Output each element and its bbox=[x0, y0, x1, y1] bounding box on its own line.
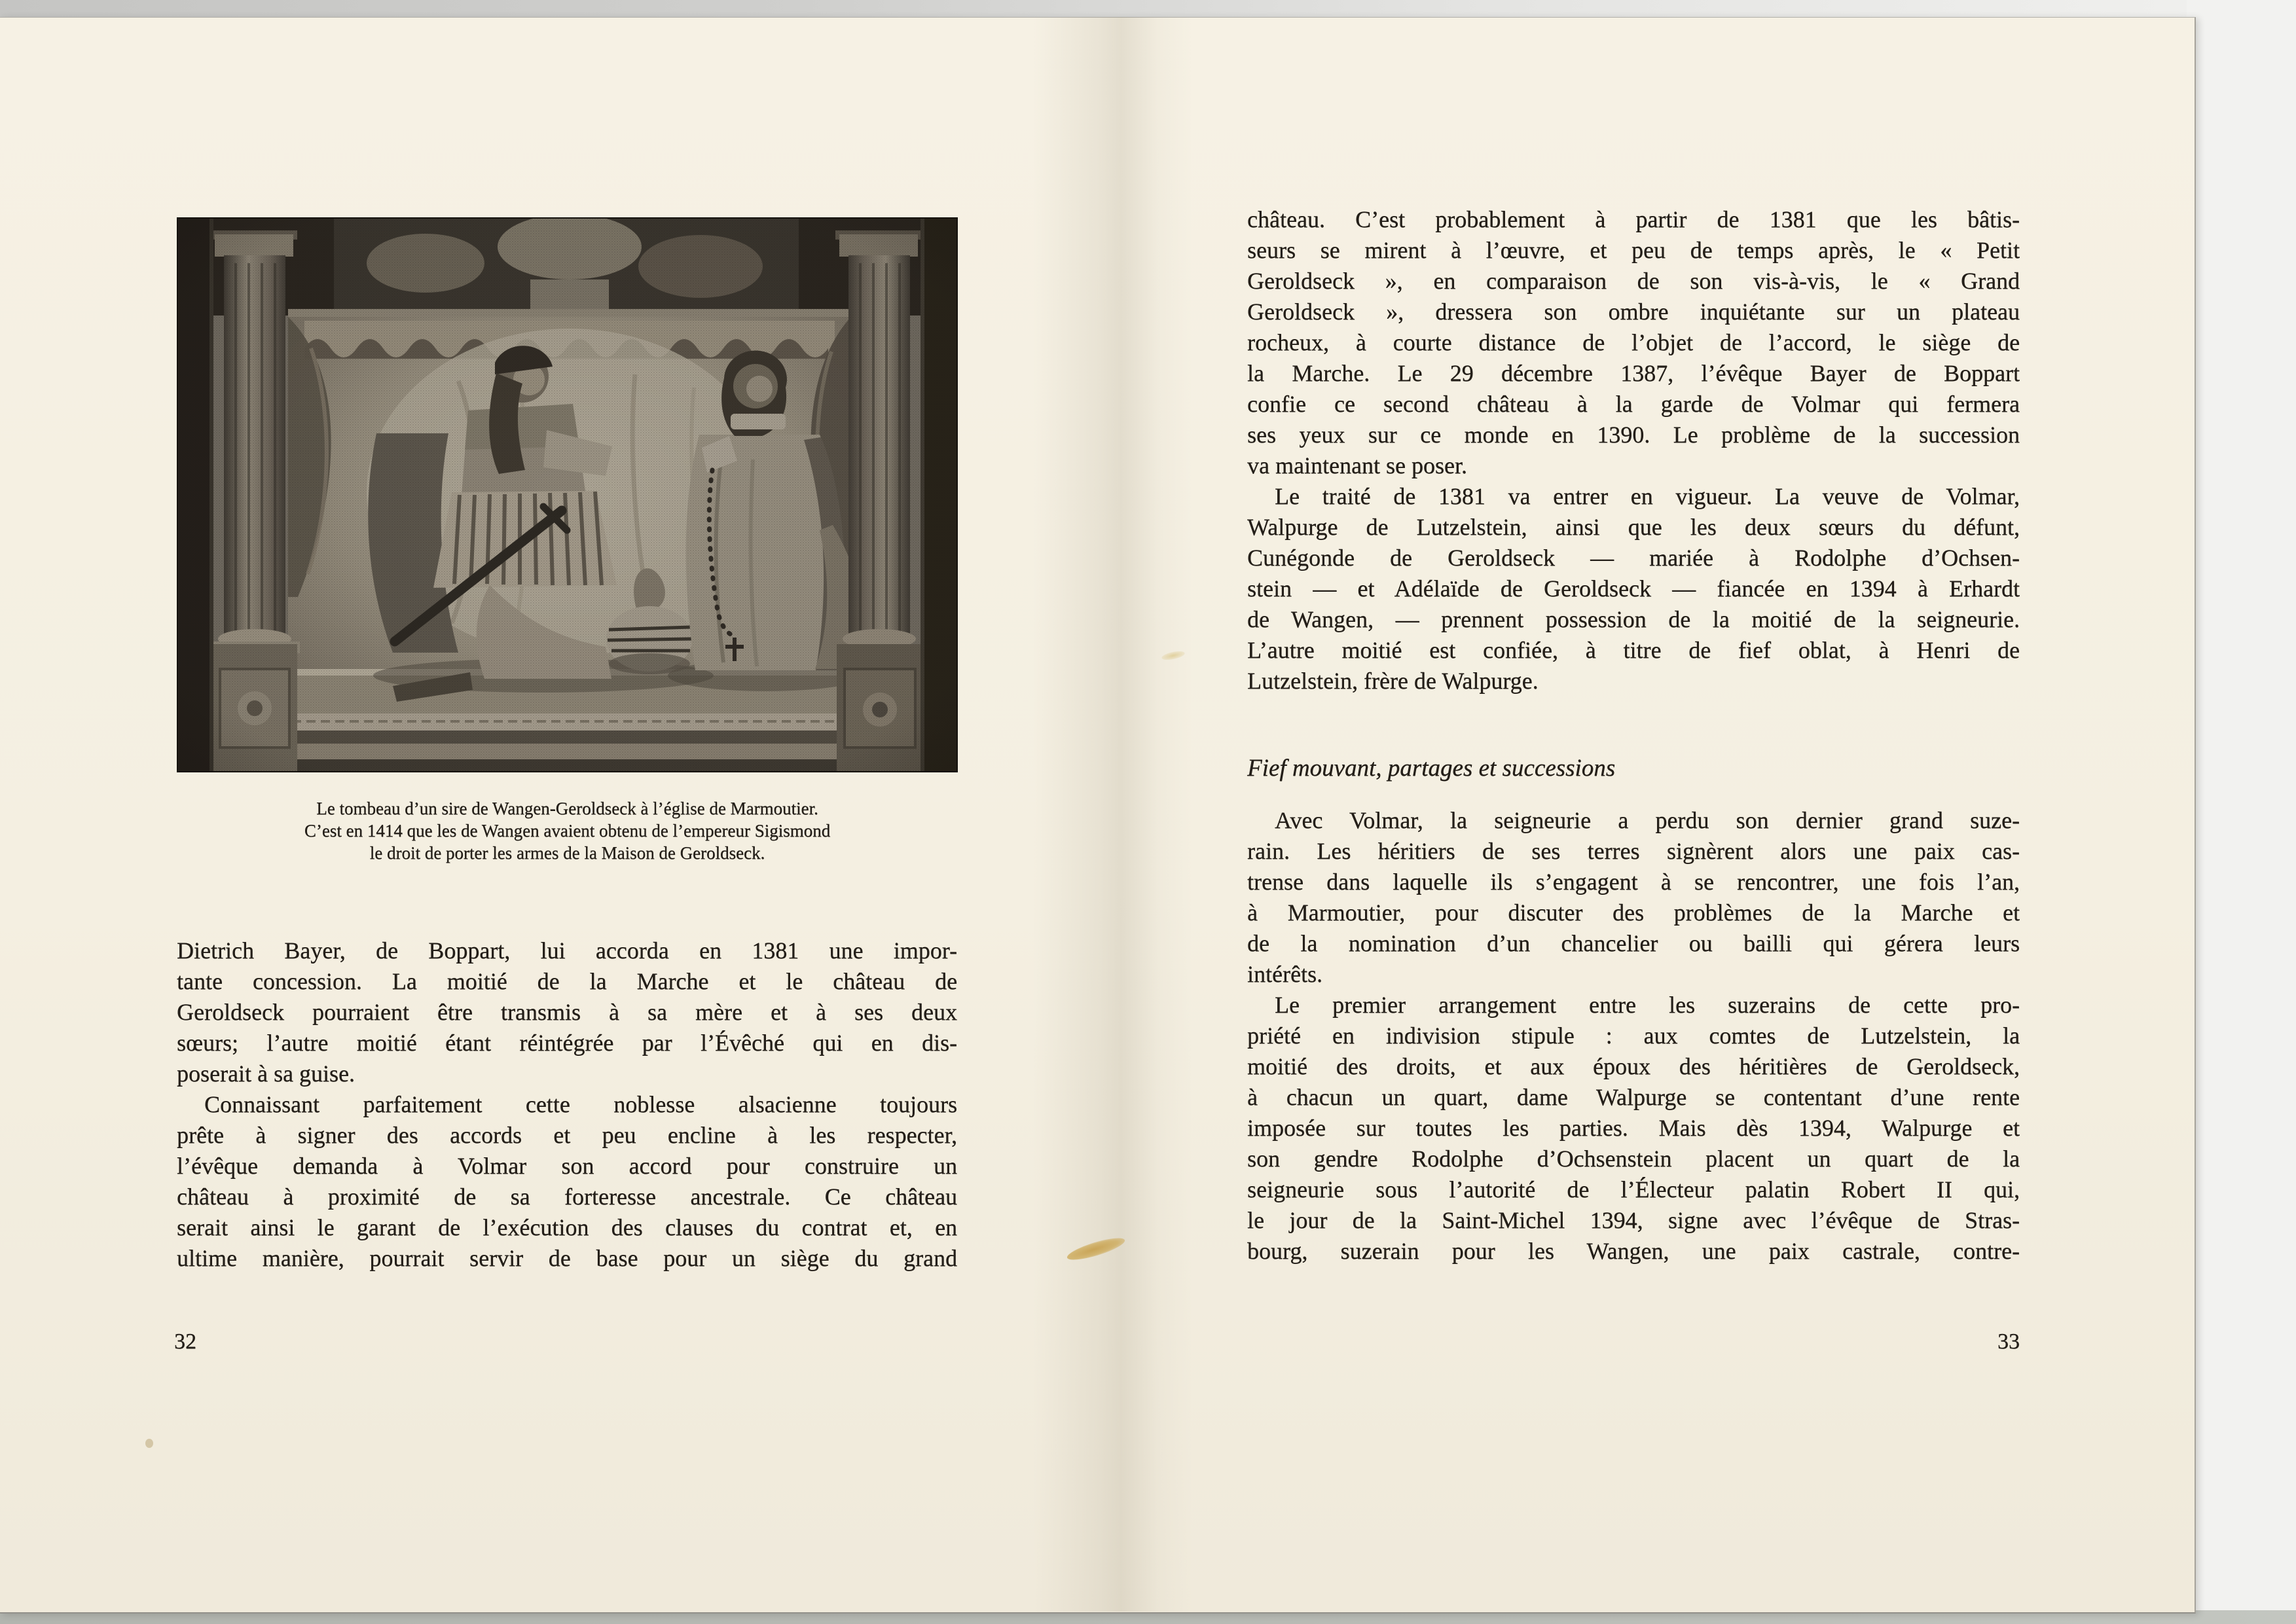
paragraph bbox=[1247, 481, 2020, 696]
text-line: château à proximité de sa forteresse ancestrale. Ce château bbox=[177, 1183, 957, 1210]
paragraph bbox=[177, 1089, 957, 1274]
caption-line: C’est en 1414 que les de Wangen avaient obtenu de l’empereur Sigismond bbox=[304, 821, 831, 840]
section-heading: Fief mouvant, partages et successions bbox=[1247, 755, 1616, 782]
caption-line: Le tombeau d’un sire de Wangen-Geroldseck à l’église de Marmoutier. bbox=[316, 799, 818, 818]
text-line: poserait à sa guise. bbox=[177, 1060, 355, 1087]
paragraph bbox=[1247, 204, 2020, 481]
text-line: de Wangen, — prennent possession de la moitié de la seigneurie. bbox=[1247, 606, 2020, 632]
page-number-left: 32 bbox=[174, 1329, 196, 1354]
photo-caption bbox=[177, 797, 958, 864]
text-line: moitié des droits, et aux époux des héritières de Geroldseck, bbox=[1247, 1053, 2020, 1079]
text-line: stein — et Adélaïde de Geroldseck — fiancée en 1394 à Erhardt bbox=[1247, 575, 2020, 602]
text-line: Geroldseck », dressera son ombre inquiétante sur un plateau bbox=[1247, 298, 2020, 325]
paragraph bbox=[1247, 990, 2020, 1267]
text-line: ses yeux sur ce monde en 1390. Le problème de la succession bbox=[1247, 422, 2020, 448]
text-line: confie ce second château à la garde de Volmar qui fermera bbox=[1247, 391, 2020, 417]
text-line: château. C’est probablement à partir de 1381 que les bâtis- bbox=[1247, 206, 2020, 232]
text-line: L’autre moitié est confiée, à titre de fief oblat, à Henri de bbox=[1247, 637, 2020, 663]
text-line: serait ainsi le garant de l’exécution des clauses du contrat et, en bbox=[177, 1214, 957, 1240]
text-line: seigneurie sous l’autorité de l’Électeur palatin Robert II qui, bbox=[1247, 1176, 2020, 1202]
text-line: rain. Les héritiers de ses terres signèrent alors une paix cas- bbox=[1247, 838, 2020, 864]
text-line: la Marche. Le 29 décembre 1387, l’évêque Bayer de Boppart bbox=[1247, 360, 2020, 386]
text-line: son gendre Rodolphe d’Ochsenstein placent un quart de la bbox=[1247, 1146, 2020, 1172]
page-number-right: 33 bbox=[1997, 1329, 2020, 1354]
right-page-text-column bbox=[1247, 204, 2020, 1267]
caption-line: le droit de porter les armes de la Maison de Geroldseck. bbox=[369, 843, 765, 863]
text-line: seurs se mirent à l’œuvre, et peu de temps après, le « Petit bbox=[1247, 237, 2020, 263]
left-page-text-column bbox=[177, 935, 957, 1274]
text-line: de la nomination d’un chancelier ou bailli qui gérera leurs bbox=[1247, 930, 2020, 956]
text-line: intérêts. bbox=[1247, 961, 1322, 987]
right-page-upper-paragraphs bbox=[1247, 204, 2020, 696]
text-line: Walpurge de Lutzelstein, ainsi que les deux sœurs du défunt, bbox=[1247, 514, 2020, 540]
text-line: Geroldseck pourraient être transmis à sa mère et à ses deux bbox=[177, 999, 957, 1025]
text-line: Geroldseck », en comparaison de son vis-à-vis, le « Grand bbox=[1247, 268, 2020, 294]
text-line: Cunégonde de Geroldseck — mariée à Rodolphe d’Ochsen- bbox=[1247, 545, 2020, 571]
paragraph bbox=[1247, 805, 2020, 990]
text-line: à Marmoutier, pour discuter des problèmes de la Marche et bbox=[1247, 899, 2020, 926]
text-line: priété en indivision stipule : aux comtes de Lutzelstein, la bbox=[1247, 1022, 2020, 1049]
paragraph bbox=[177, 935, 957, 1089]
text-line: Avec Volmar, la seigneurie a perdu son dernier grand suze- bbox=[1275, 807, 2020, 833]
text-line: trense dans laquelle ils s’engagent à se rencontrer, une fois l’an, bbox=[1247, 869, 2020, 895]
text-line: Le traité de 1381 va entrer en vigueur. La veuve de Volmar, bbox=[1275, 483, 2020, 509]
text-line: Connaissant parfaitement cette noblesse alsacienne toujours bbox=[204, 1091, 957, 1117]
scanner-background-right bbox=[2187, 0, 2296, 1624]
text-line: l’évêque demanda à Volmar son accord pour construire un bbox=[177, 1153, 957, 1179]
text-line: va maintenant se poser. bbox=[1247, 452, 1467, 478]
text-line: ultime manière, pourrait servir de base pour un siège du grand bbox=[177, 1245, 957, 1271]
text-line: Dietrich Bayer, de Boppart, lui accorda en 1381 une impor- bbox=[177, 937, 957, 964]
tomb-relief-photo bbox=[177, 217, 958, 772]
text-line: à chacun un quart, dame Walpurge se contentant d’une rente bbox=[1247, 1084, 2020, 1110]
text-line: imposée sur toutes les parties. Mais dès 1394, Walpurge et bbox=[1247, 1115, 2020, 1141]
text-line: sœurs; l’autre moitié étant réintégrée par l’Évêché qui en dis- bbox=[177, 1030, 957, 1056]
text-line: prête à signer des accords et peu encline à les respecter, bbox=[177, 1122, 957, 1148]
text-line: le jour de la Saint-Michel 1394, signe avec l’évêque de Stras- bbox=[1247, 1207, 2020, 1233]
paper-speck bbox=[145, 1439, 153, 1448]
text-line: Lutzelstein, frère de Walpurge. bbox=[1247, 668, 1539, 694]
right-page-lower-paragraphs bbox=[1247, 805, 2020, 1267]
text-line: tante concession. La moitié de la Marche et le château de bbox=[177, 968, 957, 994]
text-line: bourg, suzerain pour les Wangen, une paix castrale, contre- bbox=[1247, 1238, 2020, 1264]
text-line: Le premier arrangement entre les suzerains de cette pro- bbox=[1275, 992, 2020, 1018]
text-line: rocheux, à courte distance de l’objet de l’accord, le siège de bbox=[1247, 329, 2020, 355]
